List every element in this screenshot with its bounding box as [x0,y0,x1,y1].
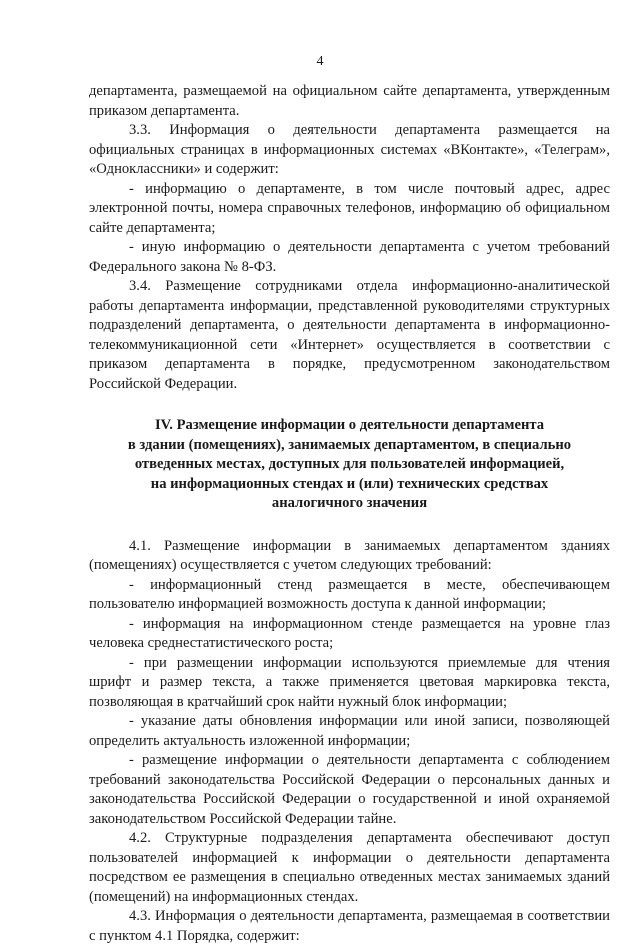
list-item-update-date: - указание даты обновления информации или иной записи, позволяющей определить актуальность изложенной информации; [89,713,610,749]
list-item-department-info: - информацию о департаменте, в том числе почтовый адрес, адрес электронной почты, номера справочных телефонов, информацию об официальном сайте департамента; [89,180,610,236]
section-heading-line: отведенных местах, доступных для пользователей информацией, [134,456,565,472]
list-item-other-info: - иную информацию о деятельности департамента с учетом требований Федерального закона № 8-ФЗ. [89,239,610,275]
paragraph-continuation: департамента, размещаемой на официальном сайте департамента, утвержденным приказом департамента. [89,83,610,119]
paragraph-3-3: 3.3. Информация о деятельности департамента размещается на официальных страницах в информационных системах «ВКонтакте», «Телеграм», «Одноклассники» и содержит: [89,122,610,177]
paragraph-4-2: 4.2. Структурные подразделения департамента обеспечивают доступ пользователей информацией к информации о деятельности департамента посредством ее размещения в специально отведенных местах занимаемых зданий (помещений) на информационных стендах. [89,830,610,905]
list-item-eye-level: - информация на информационном стенде размещается на уровне глаз человека среднестатистического роста; [89,615,610,651]
section-heading-line: в здании (помещениях), занимаемых департаментом, в специально [127,436,572,453]
section-heading-iv [89,416,610,514]
paragraph-4-3: 4.3. Информация о деятельности департамента, размещаемая в соответствии с пунктом 4.1 Порядка, содержит: [89,908,610,944]
section-heading-line: IV. Размещение информации о деятельности департамента [154,417,545,433]
list-item-stand-placement: - информационный стенд размещается в месте, обеспечивающем пользователю информацией возможность доступа к данной информации; [89,576,610,612]
paragraph-4-1: 4.1. Размещение информации в занимаемых департаментом зданиях (помещениях) осуществляется с учетом следующих требований: [89,537,610,573]
list-item-legal-compliance: - размещение информации о деятельности департамента с соблюдением требований законодательства Российской Федерации о персональных данных и законодательства Российской Федерации о государственной и иной охраняемой законодательством Российской Федерации тайне. [89,752,610,827]
list-item-font-and-color: - при размещении информации используются приемлемые для чтения шрифт и размер текста, а также применяется цветовая маркировка текста, позволяющая в кратчайший срок найти нужный блок информации; [89,654,610,710]
document-body [89,82,610,946]
section-heading-line: аналогичного значения [271,495,428,511]
page-number: 4 [316,54,324,69]
paragraph-3-4: 3.4. Размещение сотрудниками отдела информационно-аналитической работы департамента информации, представленной руководителями структурных подразделений департамента, о деятельности департамента в информационно-телекоммуникационной сети «Интернет» осуществляется в соответствии с приказом департамента в порядке, предусмотренном законодательством Российской Федерации. [89,278,610,392]
section-heading-line: на информационных стендах и (или) технических средствах [150,475,549,492]
